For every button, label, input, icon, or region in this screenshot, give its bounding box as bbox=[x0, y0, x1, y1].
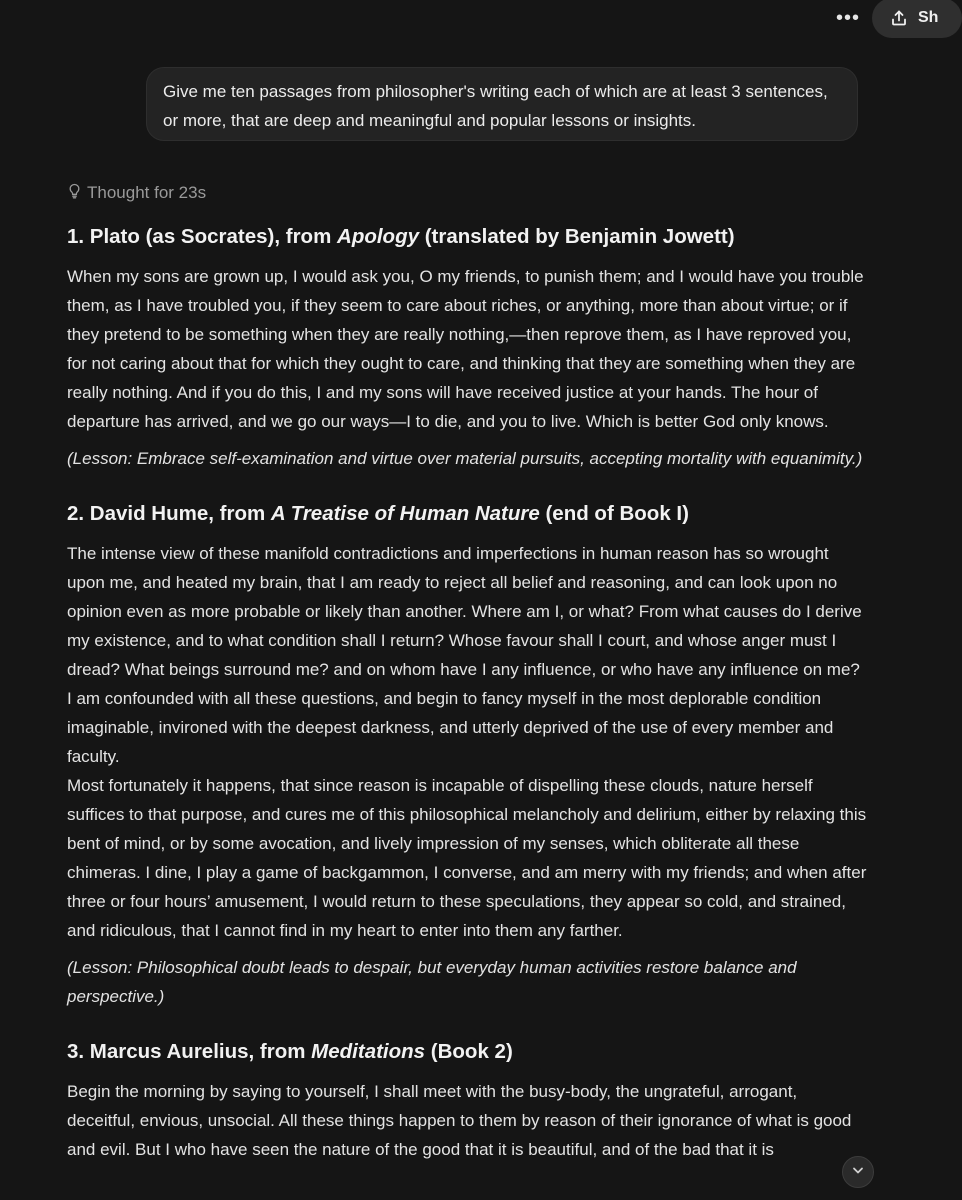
section-passage: Begin the morning by saying to yourself, I shall meet with the busy-body, the ungrateful, arrogant, deceitful, envious, unsocial. All these things happen to them by reason of their ignorance of what is good and evil. But I who have seen the nature of the good that it is beautiful, and of the bad that it is bbox=[67, 1082, 852, 1159]
more-options-button[interactable]: ••• bbox=[835, 7, 860, 29]
section-passage-continued: Most fortunately it happens, that since reason is incapable of dispelling these clouds, nature herself suffices to that purpose, and cures me of this philosophical melancholy and delirium, either by relaxing this bent of mind, or by some avocation, and lively impression of my senses, which obliterate all these chimeras. I dine, I play a game of backgammon, I converse, and am merry with my friends; and when after three or four hours’ amusement, I would return to these speculations, they appear so cold, and strained, and ridiculous, that I cannot find in my heart to enter into them any farther. bbox=[67, 776, 867, 940]
assistant-response bbox=[67, 180, 867, 1164]
section-heading: 2. David Hume, from A Treatise of Human Nature (end of Book I) bbox=[67, 502, 689, 525]
share-icon bbox=[890, 9, 908, 27]
section-heading: 1. Plato (as Socrates), from Apology (translated by Benjamin Jowett) bbox=[67, 225, 735, 248]
thought-label: Thought for 23s bbox=[87, 183, 207, 202]
scroll-to-bottom-button[interactable] bbox=[842, 1156, 874, 1188]
lightbulb-icon bbox=[67, 183, 87, 204]
section-passage: The intense view of these manifold contradictions and imperfections in human reason has so wrought upon me, and heated my brain, that I am ready to reject all belief and reasoning, and can look upon no opinion even as more probable or likely than another. Where am I, or what? From what causes do I derive my existence, and to what condition shall I return? Whose favour shall I court, and whose anger must I dread? What beings surround me? and on whom have I any influence, or who have any influence on me? I am confounded with all these questions, and begin to fancy myself in the most deplorable condition imaginable, invironed with the deepest darkness, and utterly deprived of the use of every member and faculty. bbox=[67, 544, 862, 766]
share-label: Sh bbox=[918, 9, 939, 26]
user-message-bubble: Give me ten passages from philosopher's writing each of which are at least 3 sentences, or more, that are deep and meaningful and popular lessons or insights. bbox=[146, 67, 858, 141]
section-passage: When my sons are grown up, I would ask you, O my friends, to punish them; and I would have you trouble them, as I have troubled you, if they seem to care about riches, or anything, more than about virtue; or if they pretend to be something when they are really nothing,—then reprove them, as I have reproved you, for not caring about that for which they ought to care, and thinking that they are something when they are really nothing. And if you do this, I and my sons will have received justice at your hands. The hour of departure has arrived, and we go our ways—I to die, and you to live. Which is better God only knows. bbox=[67, 267, 864, 431]
section-heading: 3. Marcus Aurelius, from Meditations (Book 2) bbox=[67, 1040, 513, 1063]
chevron-down-icon bbox=[851, 1163, 865, 1182]
section-lesson: (Lesson: Embrace self-examination and virtue over material pursuits, accepting mortality with equanimity.) bbox=[67, 449, 863, 468]
thought-indicator[interactable] bbox=[67, 180, 867, 206]
top-bar bbox=[0, 0, 939, 40]
section-lesson: (Lesson: Philosophical doubt leads to despair, but everyday human activities restore balance and perspective.) bbox=[67, 958, 797, 1006]
share-button[interactable] bbox=[872, 0, 962, 38]
